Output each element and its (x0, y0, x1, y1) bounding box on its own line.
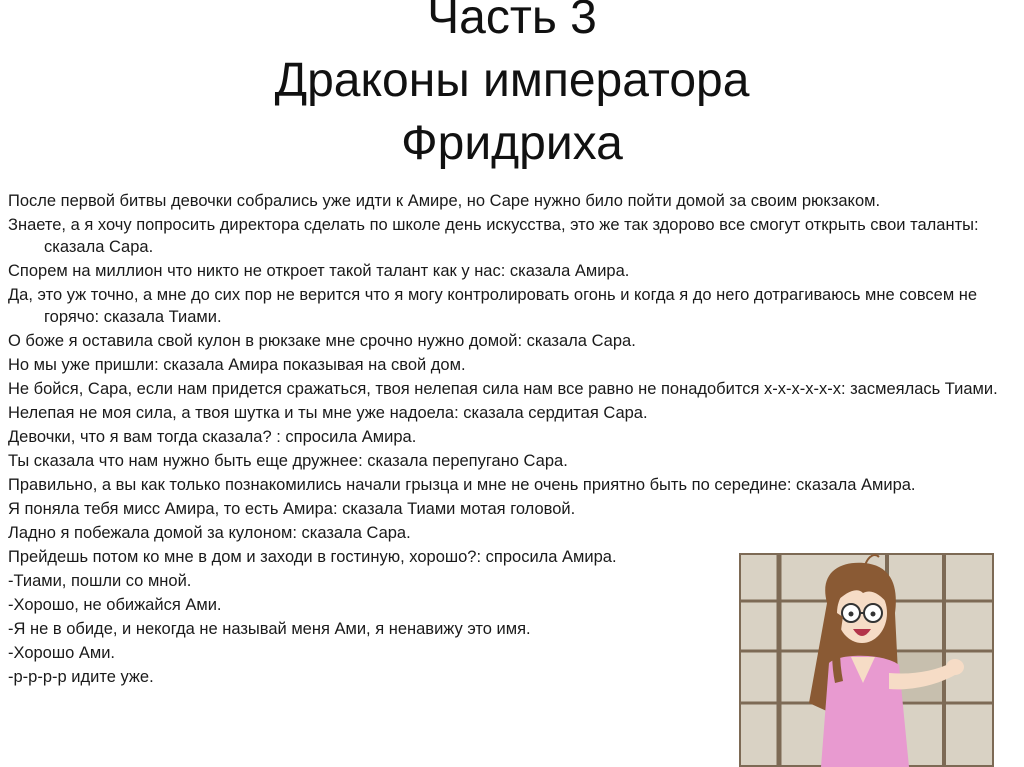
paragraph: О боже я оставила свой кулон в рюкзаке мне срочно нужно домой: сказала Сара. (8, 332, 636, 350)
anime-girl-illustration-icon (739, 553, 994, 767)
paragraph: Я поняла тебя мисс Амира, то есть Амира: сказала Тиами мотая головой. (8, 500, 576, 518)
paragraph: Ладно я побежала домой за кулоном: сказала Сара. (8, 524, 411, 542)
paragraph: -Хорошо, не обижайся Ами. (8, 596, 222, 614)
paragraph: -Хорошо Ами. (8, 644, 115, 662)
title-line-1: Часть 3 (427, 0, 597, 44)
paragraph: Прейдешь потом ко мне в дом и заходи в гостиную, хорошо?: спросила Амира. (8, 548, 617, 566)
paragraph: -Я не в обиде, и некогда не называй меня Ами, я ненавижу это имя. (8, 620, 531, 638)
paragraph: Знаете, а я хочу попросить директора сделать по школе день искусства, это же так здорово все смогут открыть свои таланты: сказала Сара. (8, 216, 979, 256)
paragraph: Ты сказала что нам нужно быть еще дружнее: сказала перепугано Сара. (8, 452, 568, 470)
paragraph: -р-р-р-р идите уже. (8, 668, 154, 686)
paragraph: Да, это уж точно, а мне до сих пор не верится что я могу контролировать огонь и когда я до него дотрагиваюсь мне совсем не горячо: сказала Тиами. (8, 286, 978, 326)
title-line-3: Фридриха (401, 117, 623, 170)
paragraph: Спорем на миллион что никто не откроет такой талант как у нас: сказала Амира. (8, 262, 630, 280)
paragraph: Нелепая не моя сила, а твоя шутка и ты мне уже надоела: сказала сердитая Сара. (8, 404, 648, 422)
paragraph: -Тиами, пошли со мной. (8, 572, 192, 590)
paragraph: После первой битвы девочки собрались уже идти к Амире, но Саре нужно било пойти домой за своим рюкзаком. (8, 192, 881, 210)
paragraph: Но мы уже пришли: сказала Амира показывая на свой дом. (8, 356, 466, 374)
title-line-2: Драконы императора (274, 54, 750, 107)
paragraph: Правильно, а вы как только познакомились начали грызца и мне не очень приятно быть по середине: сказала Амира. (8, 476, 916, 494)
paragraph: Не бойся, Сара, если нам придется сражаться, твоя нелепая сила нам все равно не понадобится х-х-х-х-х-х: засмеялась Тиами. (8, 380, 998, 398)
page-title (0, 0, 1024, 175)
anime-girl-illustration (739, 553, 994, 767)
paragraph: Девочки, что я вам тогда сказала? : спросила Амира. (8, 428, 417, 446)
